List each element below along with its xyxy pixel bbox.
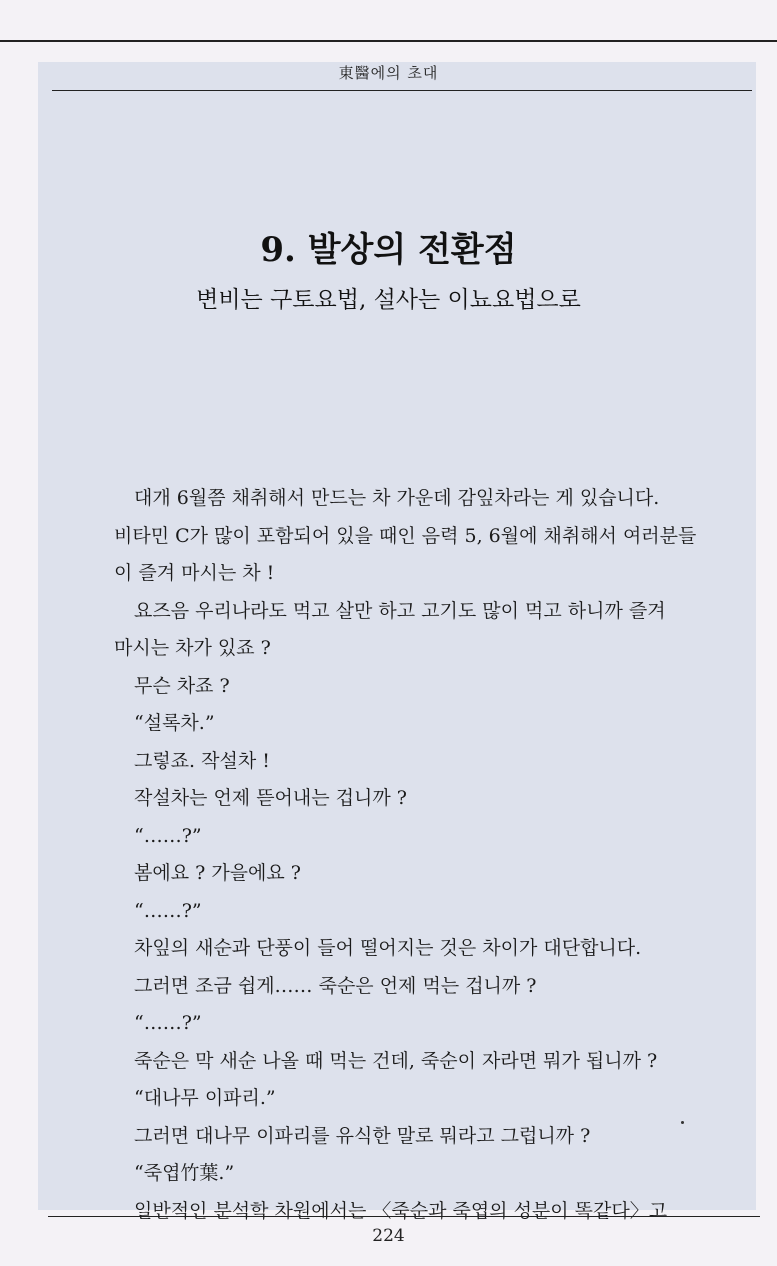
top-outer-rule: [0, 40, 777, 42]
text-line: “설록차.”: [134, 712, 215, 734]
chapter-subtitle: 변비는 구토요법, 설사는 이뇨요법으로: [196, 287, 581, 313]
text-line: “……?”: [134, 824, 202, 847]
text-line: 대개 6월쯤 채취해서 만드는 차 가운데 감잎차라는 게 있습니다.: [134, 487, 660, 509]
text-line: “……?”: [134, 899, 202, 922]
chapter-title: 9. 발상의 전환점: [260, 230, 517, 270]
print-speck: [681, 1121, 684, 1124]
page-number: 224: [372, 1226, 405, 1246]
text-line: 비타민 C가 많이 포함되어 있을 때인 음력 5, 6월에 채취해서 여러분들: [114, 524, 697, 547]
body-text: [114, 480, 704, 1230]
text-line: 봄에요 ? 가을에요 ?: [134, 862, 301, 884]
text-line: 요즈음 우리나라도 먹고 살만 하고 고기도 많이 먹고 하니까 즐겨: [134, 599, 666, 622]
text-line: 작설차는 언제 뜯어내는 겁니까 ?: [134, 787, 407, 809]
text-line: “……?”: [134, 1012, 202, 1034]
text-line: “죽엽竹葉.”: [134, 1162, 235, 1184]
running-title: 東醫에의 초대: [338, 64, 439, 82]
text-line: 그렇죠. 작설차 !: [134, 749, 270, 772]
header-rule: [52, 90, 752, 91]
text-line: “대나무 이파리.”: [134, 1087, 276, 1109]
text-line: 그러면 대나무 이파리를 유식한 말로 뭐라고 그럽니까 ?: [134, 1124, 591, 1147]
text-line: 무슨 차죠 ?: [134, 674, 230, 697]
text-line: 그러면 조금 쉽게…… 죽순은 언제 먹는 겁니까 ?: [134, 974, 537, 997]
text-line: 차잎의 새순과 단풍이 들어 떨어지는 것은 차이가 대단합니다.: [134, 937, 642, 959]
text-line: 이 즐겨 마시는 차 !: [114, 562, 275, 584]
text-line: 일반적인 분석학 차원에서는 〈죽순과 죽엽의 성분이 똑같다〉고: [134, 1199, 668, 1222]
text-line: 죽순은 막 새순 나올 때 먹는 건데, 죽순이 자라면 뭐가 됩니까 ?: [134, 1049, 658, 1072]
footer-rule: [48, 1216, 760, 1217]
text-line: 마시는 차가 있죠 ?: [114, 637, 271, 659]
